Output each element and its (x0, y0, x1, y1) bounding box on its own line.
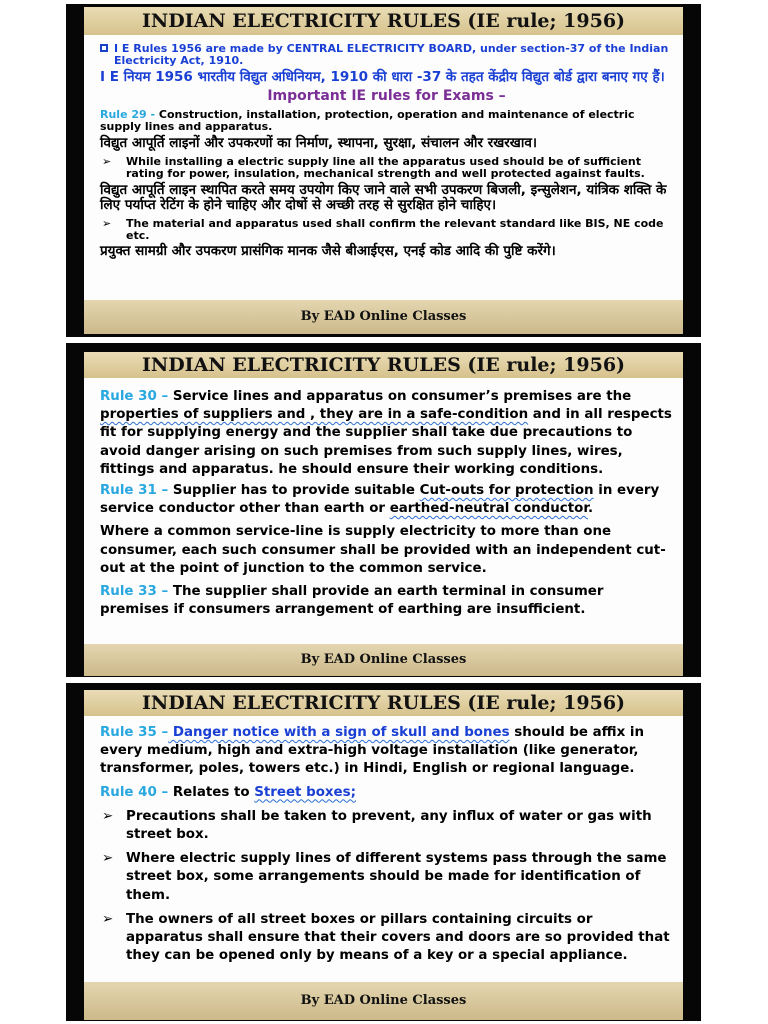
slide-body (100, 388, 673, 619)
rule-label: Rule 30 – (100, 389, 169, 404)
bullet-text-hi: प्रयुक्त सामग्री और उपकरण प्रासंगिक मानक जैसे बीआईएस, एनई कोड आदि की पुष्टि करेंगे। (100, 243, 556, 259)
slide-rules-35-40 (84, 690, 683, 1020)
bullet-text: The owners of all street boxes or pillars containing circuits or apparatus shall ensure that their covers and doors are so provided that they can be opened only by means of a key or a special appliance. (126, 911, 670, 964)
slide-title: INDIAN ELECTRICITY RULES (IE rule; 1956) (84, 7, 683, 35)
rule-40 (100, 784, 673, 802)
rule-text: The supplier shall provide an earth terminal in consumer premises if consumers arrangement of earthing are insufficient. (100, 584, 604, 618)
rule-text-highlight: Street boxes; (254, 784, 356, 800)
rule-text: should be affix in every medium, high and extra-high voltage installation (like generator, transformer, poles, towers etc.) in Hindi, English or regional language. (100, 725, 645, 777)
arrow-bullet-icon: ➢ (102, 155, 112, 168)
square-bullet-icon (100, 44, 108, 52)
arrow-bullet-icon: ➢ (102, 217, 112, 230)
slide-title: INDIAN ELECTRICITY RULES (IE rule; 1956) (84, 690, 683, 716)
arrow-bullet-icon: ➢ (102, 911, 114, 927)
bullet-text: Where electric supply lines of different systems pass through the same street box, some arrangements should be made for identification of them. (126, 851, 667, 903)
intro-item (100, 43, 673, 67)
rule-31 (100, 482, 673, 518)
rule-text-underlined: Cut-outs for protection (419, 483, 594, 499)
slide-body (100, 43, 673, 259)
bullet-item (100, 218, 673, 242)
bullet-item (100, 911, 673, 966)
rule-text: in every service conductor other than earth or (100, 483, 660, 517)
rule-text: and in all respects fit for supplying energy and the supplier shall take due precautions to avoid danger arising on such premises from such supply lines, wires, fittings and apparatus. he should ensure their working conditions. (100, 407, 672, 477)
slide-footer: By EAD Online Classes (84, 300, 683, 334)
intro-en: I E Rules 1956 are made by CENTRAL ELECTRICITY BOARD, under section-37 of the Indian Electricity Act, 1910. (114, 42, 669, 67)
slide-title: INDIAN ELECTRICITY RULES (IE rule; 1956) (84, 352, 683, 378)
rule-text: Supplier has to provide suitable (168, 483, 420, 499)
rule-text: Service lines and apparatus on consumer’s premises are the (168, 389, 632, 404)
rule-text: . (588, 501, 594, 517)
rule-text: Relates to (168, 784, 255, 800)
rule-text-highlight: Danger notice with a sign of skull and bones (168, 725, 510, 740)
bullet-item (100, 808, 673, 844)
subheading: Important IE rules for Exams – (267, 88, 506, 104)
intro-hi: I E नियम 1956 भारतीय विद्युत अधिनियम, 1910 की धारा -37 के तहत केंद्रीय विद्युत बोर्ड द्वारा बनाए गए हैं। (100, 69, 665, 85)
slide-footer: By EAD Online Classes (84, 982, 683, 1020)
bullet-text: Precautions shall be taken to prevent, any influx of water or gas with street box. (126, 808, 652, 843)
bullet-text: The material and apparatus used shall confirm the relevant standard like BIS, NE code etc. (126, 217, 664, 242)
rule-29 (100, 109, 673, 133)
rule-label: Rule 31 – (100, 483, 169, 499)
slide-rules-30-33 (84, 352, 683, 676)
slide-ie-rules-intro (84, 7, 683, 334)
arrow-bullet-icon: ➢ (102, 808, 114, 824)
arrow-bullet-icon: ➢ (102, 851, 114, 867)
bullet-item (100, 850, 673, 905)
bullet-text: While installing a electric supply line all the apparatus used should be of sufficient rating for power, insulation, mechanical strength and well protected against faults. (126, 155, 645, 180)
rule-text-underlined: earthed-neutral conductor (389, 501, 589, 517)
rule-label: Rule 29 - (100, 108, 156, 121)
bullet-text-hi: विद्युत आपूर्ति लाइन स्थापित करते समय उपयोग किए जाने वाले सभी उपकरण बिजली, इन्सुलेशन, यांत्रिक शक्ति के लिए पर्याप्त रेटिंग के होने चाहिए और दोषों से अच्छी तरह से सुरक्षित होने चाहिए। (100, 182, 667, 213)
common-service-para: Where a common service-line is supply electricity to more than one consumer, each such consumer shall be provided with an independent cut-out at the point of junction to the common service. (100, 524, 666, 576)
slide-body (100, 724, 673, 965)
rule-text-underlined: properties of suppliers and , they are in a safe-condition (100, 407, 529, 423)
rule-label: Rule 35 – (100, 725, 169, 740)
rule-30 (100, 388, 673, 479)
rule-text: Construction, installation, protection, operation and maintenance of electric supply lines and apparatus. (100, 108, 635, 133)
rule-35 (100, 724, 673, 779)
slide-footer: By EAD Online Classes (84, 644, 683, 676)
bullet-item (100, 156, 673, 180)
rule-label: Rule 33 – (100, 584, 169, 600)
rule-label: Rule 40 – (100, 784, 169, 800)
rule-33 (100, 583, 673, 619)
rule-29-hi: विद्युत आपूर्ति लाइनों और उपकरणों का निर्माण, स्थापना, सुरक्षा, संचालन और रखरखाव। (100, 135, 537, 151)
